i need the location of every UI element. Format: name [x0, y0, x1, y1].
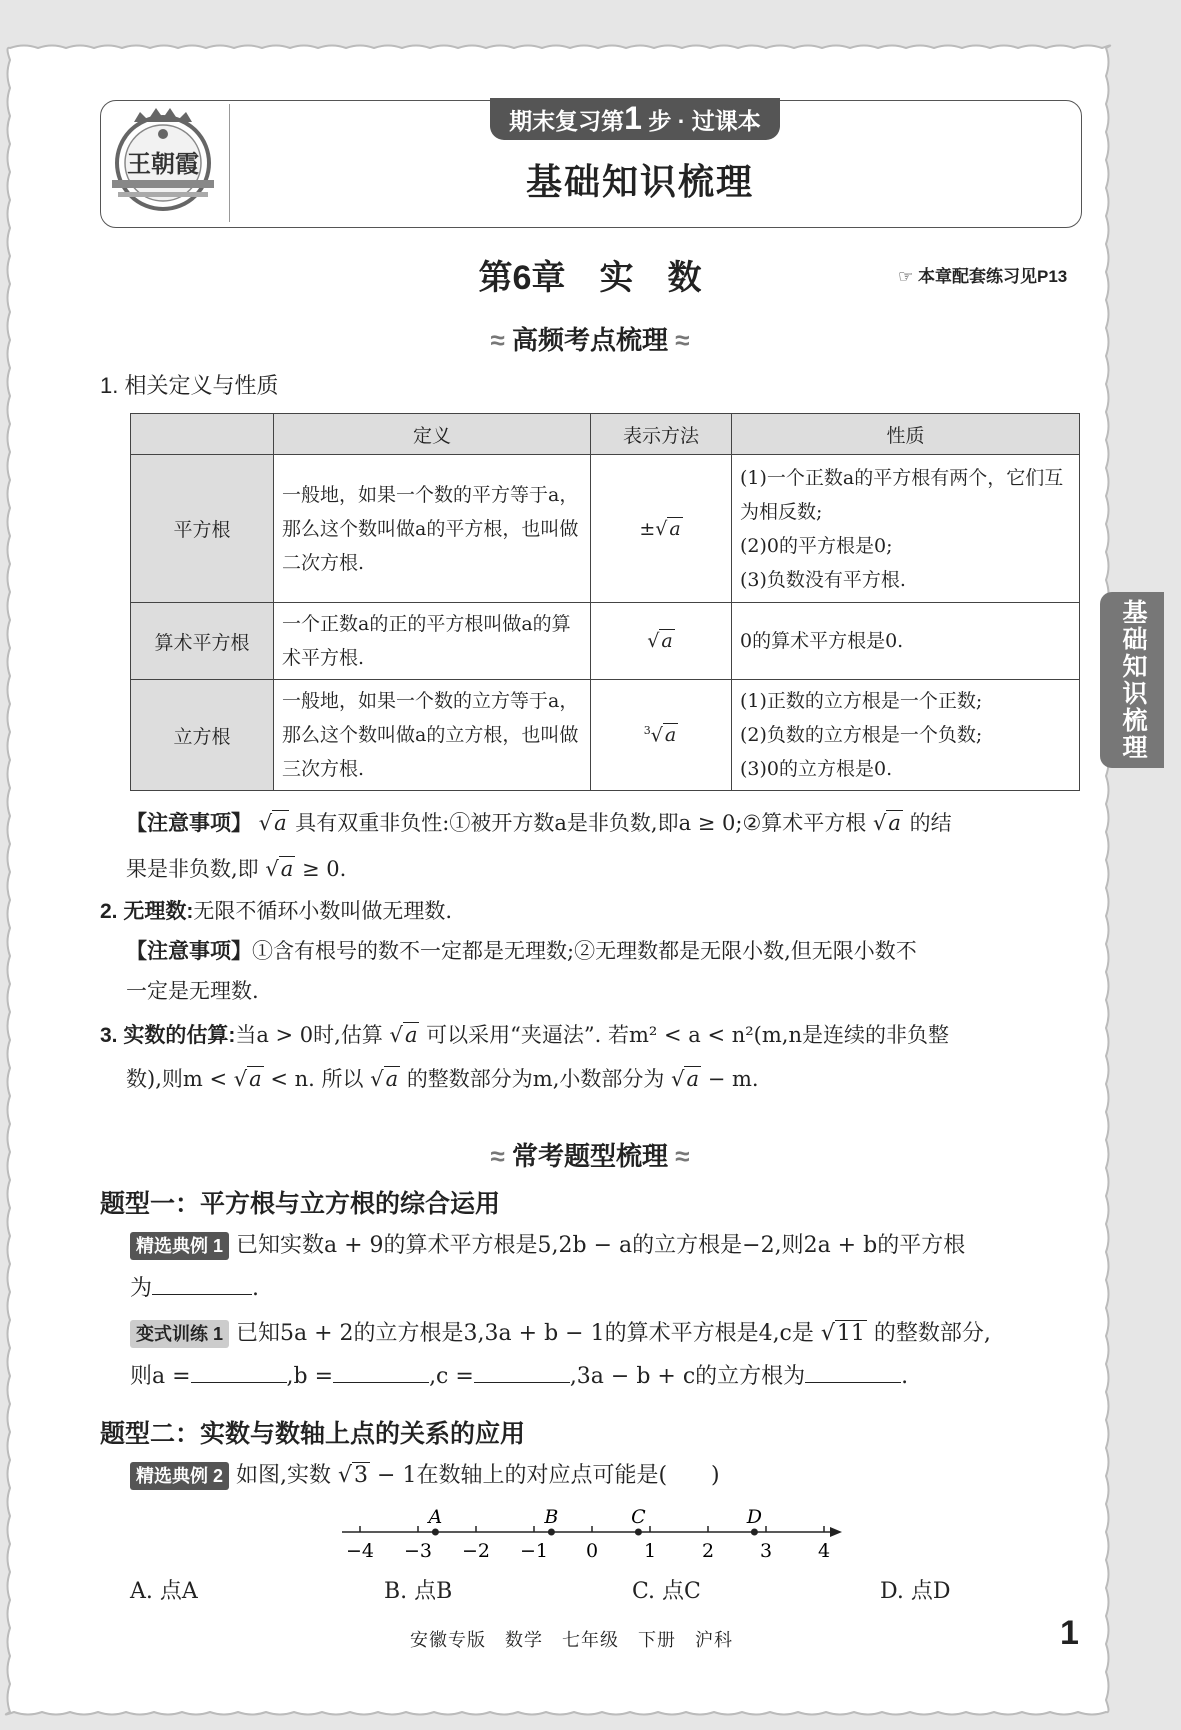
training-text: ,3a − b + c的立方根为	[569, 1364, 806, 1389]
wave-icon-left: ≈	[490, 325, 505, 355]
cube-root-expression	[644, 724, 678, 746]
book-seal-logo-icon	[104, 104, 222, 222]
axis-tick-label: 2	[701, 1540, 715, 1562]
table-row	[131, 603, 1080, 680]
radical-sign-icon: √	[389, 1023, 403, 1047]
axis-tick-label: 1	[643, 1540, 657, 1562]
radical-sign-icon: √	[872, 811, 887, 835]
training1-line2	[130, 1364, 908, 1390]
table-row	[131, 455, 1080, 603]
axis-arrow-icon	[830, 1527, 842, 1537]
radical-sign-icon: √	[233, 1067, 248, 1091]
example-end: .	[252, 1276, 260, 1301]
radicand: a	[404, 1023, 418, 1047]
item3-text: − m.	[707, 1067, 759, 1091]
example1-line2	[130, 1276, 259, 1302]
note-text: ①含有根号的数不一定都是无理数;②无理数都是无限小数,但无限小数不	[252, 939, 917, 963]
radicand: a	[274, 811, 287, 835]
row-name: 平方根	[131, 455, 274, 603]
radical-sign-icon: √	[338, 1463, 353, 1488]
training-text: 已知5a + 2的立方根是3,3a + b − 1的算术平方根是4,c是	[236, 1321, 814, 1346]
radical-sign-icon: √	[258, 811, 273, 835]
row-definition: 一个正数a的正的平方根叫做a的算术平方根.	[274, 603, 591, 680]
sqrt-expression	[671, 1066, 701, 1092]
radicand: 11	[836, 1321, 865, 1346]
item1-note-line2	[126, 856, 346, 882]
training-end: .	[901, 1364, 909, 1389]
radical-sign-icon: √	[370, 1067, 384, 1091]
property-line: (3)0的立方根是0.	[740, 758, 893, 780]
footer-text: 安徽专版 数学 七年级 下册 沪科	[410, 1630, 733, 1651]
axis-points	[427, 1506, 762, 1536]
header-tab-text-a: 期末复习第	[509, 108, 625, 134]
note-text: 的结	[909, 811, 952, 835]
axis-tick-label: −1	[519, 1540, 549, 1562]
chapter-title: 第6章 实 数	[478, 259, 702, 297]
sqrt-expression	[647, 630, 674, 652]
axis-tick-label: −4	[345, 1540, 375, 1562]
axis-tick-label: 3	[759, 1540, 773, 1562]
radical-sign-icon: √	[671, 1067, 685, 1091]
item2-note-line1	[126, 938, 917, 965]
radical-sign-icon: √	[650, 724, 663, 747]
note-text: ≥ 0.	[301, 857, 347, 881]
axis-tick-label: 0	[585, 1540, 599, 1562]
item3-text: 当a > 0时,估算	[235, 1023, 383, 1047]
answer-blank-c[interactable]	[474, 1364, 570, 1383]
item3-text: 数),则m <	[126, 1067, 228, 1091]
wave-icon-right: ≈	[675, 1141, 690, 1171]
choice-b[interactable]: B. 点B	[384, 1579, 453, 1604]
choice-a[interactable]: A. 点A	[130, 1579, 198, 1604]
logo	[104, 104, 222, 222]
axis-point-label: D	[746, 1506, 763, 1528]
axis-tick-label: −3	[403, 1540, 433, 1562]
page-number: 1	[1060, 1614, 1079, 1652]
example-text: 已知实数a + 9的算术平方根是5,2b − a的立方根是−2,则2a + b的平方根	[236, 1233, 966, 1258]
axis-point-label: B	[544, 1506, 559, 1528]
example-tag: 精选典例 2	[130, 1462, 229, 1490]
axis-tick-label: 4	[817, 1540, 831, 1562]
row-representation	[591, 603, 732, 680]
sqrt-expression	[265, 856, 295, 882]
radicand: a	[661, 630, 673, 652]
item3-line2	[126, 1066, 759, 1092]
section-title: 常考题型梳理	[511, 1141, 668, 1171]
radicand: a	[280, 857, 294, 881]
row-properties	[732, 603, 1080, 680]
sqrt-expression	[234, 1066, 264, 1092]
choice-d[interactable]: D. 点D	[880, 1579, 951, 1604]
row-definition: 一般地，如果一个数的立方等于a，那么这个数叫做a的立方根，也叫做三次方根.	[274, 680, 591, 791]
property-line: 0的算术平方根是0.	[740, 630, 904, 652]
sqrt-expression	[259, 810, 289, 836]
property-line: (3)负数没有平方根.	[740, 568, 906, 591]
header-tab	[490, 98, 780, 140]
section-title: 高频考点梳理	[511, 325, 668, 355]
training1-line1	[130, 1320, 991, 1348]
example1-line1	[130, 1232, 965, 1260]
note-label: 【注意事项】	[126, 812, 252, 835]
table-header-row	[131, 414, 1080, 455]
row-representation	[591, 455, 732, 603]
radicand: 3	[354, 1463, 369, 1488]
choice-c[interactable]: C. 点C	[632, 1579, 701, 1604]
item3-line1	[100, 1022, 949, 1049]
answer-blank-a[interactable]	[191, 1364, 287, 1383]
sqrt-expression	[390, 1022, 420, 1048]
radicand: a	[888, 811, 901, 835]
row-definition: 一般地，如果一个数的平方等于a，那么这个数叫做a的平方根，也叫做二次方根.	[274, 455, 591, 603]
example-tag: 精选典例 1	[130, 1232, 229, 1260]
table-header-cell: 定义	[274, 414, 591, 455]
property-line: (2)负数的立方根是一个负数;	[740, 724, 983, 746]
answer-blank[interactable]	[152, 1276, 252, 1295]
example-text: 如图,实数	[236, 1463, 332, 1488]
chapter-ref	[898, 262, 1067, 287]
axis-point-label: A	[428, 1506, 443, 1528]
training-text: ,b =	[286, 1364, 334, 1389]
property-line: (1)正数的立方根是一个正数;	[740, 690, 983, 712]
note-label: 【注意事项】	[126, 940, 252, 963]
training-tag: 变式训练 1	[130, 1320, 229, 1348]
axis-point	[751, 1529, 758, 1536]
training-text: ,c =	[429, 1364, 474, 1389]
radicand: a	[664, 724, 677, 747]
item2-note-line2: 一定是无理数.	[126, 979, 259, 1003]
number-line	[330, 1500, 850, 1570]
property-line: (1)一个正数a的平方根有两个，它们互为相反数;	[740, 466, 1064, 523]
training-text: 则a =	[130, 1364, 191, 1389]
header-tab-step: 1	[624, 100, 642, 136]
axis-point	[548, 1529, 555, 1536]
radicand: a	[249, 1067, 262, 1091]
section-head-frequent	[440, 320, 740, 357]
note-text: 具有双重非负性:①被开方数a是非负数,即a ≥ 0;②算术平方根	[295, 811, 867, 835]
item3-label: 3. 实数的估算:	[100, 1024, 236, 1047]
axis-tick-label: −2	[461, 1540, 491, 1562]
table-header-cell: 表示方法	[591, 414, 732, 455]
radicand: a	[686, 1067, 700, 1091]
note-text: 果是非负数,即	[126, 857, 259, 881]
row-name: 立方根	[131, 680, 274, 791]
chapter-ref-text: 本章配套练习见P13	[917, 267, 1068, 286]
sqrt-expression	[655, 518, 682, 540]
item3-text: 可以采用“夹逼法”. 若m² < a < n²(m,n是连续的非负整	[426, 1023, 949, 1047]
example-text: 为	[130, 1276, 153, 1301]
item2-line	[100, 898, 452, 925]
header-tab-text-b: 步 · 过课本	[648, 108, 761, 134]
radicand: a	[385, 1067, 399, 1091]
definition-table	[130, 413, 1080, 791]
axis-point	[432, 1529, 439, 1536]
section-head-common	[440, 1136, 740, 1173]
table-corner	[131, 414, 274, 455]
row-properties	[732, 455, 1080, 603]
axis-point	[635, 1529, 642, 1536]
plus-minus: ±	[639, 517, 656, 540]
root-index: 3	[643, 723, 651, 737]
row-name: 算术平方根	[131, 603, 274, 680]
example2-line	[130, 1462, 720, 1490]
wave-icon-right: ≈	[675, 325, 690, 355]
wave-icon-left: ≈	[490, 1141, 505, 1171]
table-row	[131, 680, 1080, 791]
item2-label: 2. 无理数:	[100, 900, 194, 923]
radical-sign-icon: √	[265, 857, 279, 881]
item1-title: 1. 相关定义与性质	[100, 373, 279, 398]
pointing-hand-icon: ☞	[898, 267, 914, 286]
table-header-cell: 性质	[732, 414, 1080, 455]
radicand: a	[669, 517, 681, 540]
side-tab[interactable]: 基础知识梳理	[1100, 592, 1164, 768]
axis-point-label: C	[631, 1506, 646, 1528]
sqrt-expression	[338, 1463, 370, 1489]
item3-text: 的整数部分为m,小数部分为	[406, 1067, 665, 1091]
sqrt-expression	[873, 810, 903, 836]
radical-sign-icon: √	[655, 517, 668, 540]
property-line: (2)0的平方根是0;	[740, 534, 893, 557]
training-text: 的整数部分,	[873, 1321, 991, 1346]
item2-text: 无限不循环小数叫做无理数.	[193, 899, 453, 923]
type1-title: 题型一：平方根与立方根的综合运用	[100, 1190, 501, 1218]
item3-text: < n. 所以	[270, 1067, 364, 1091]
row-representation	[591, 680, 732, 791]
row-properties	[732, 680, 1080, 791]
type2-title: 题型二：实数与数轴上点的关系的应用	[100, 1420, 526, 1448]
radical-sign-icon: √	[820, 1321, 835, 1346]
radical-sign-icon: √	[647, 630, 660, 652]
sqrt-expression	[370, 1066, 400, 1092]
example-text: − 1在数轴上的对应点可能是( )	[377, 1463, 720, 1488]
logo-divider	[229, 104, 230, 222]
header-title: 基础知识梳理	[525, 161, 754, 202]
answer-blank-b[interactable]	[333, 1364, 429, 1383]
answer-blank-cube-root[interactable]	[805, 1364, 901, 1383]
sqrt-expression	[821, 1321, 867, 1347]
item1-note-line1	[126, 810, 952, 837]
logo-name: 王朝霞	[127, 149, 199, 178]
